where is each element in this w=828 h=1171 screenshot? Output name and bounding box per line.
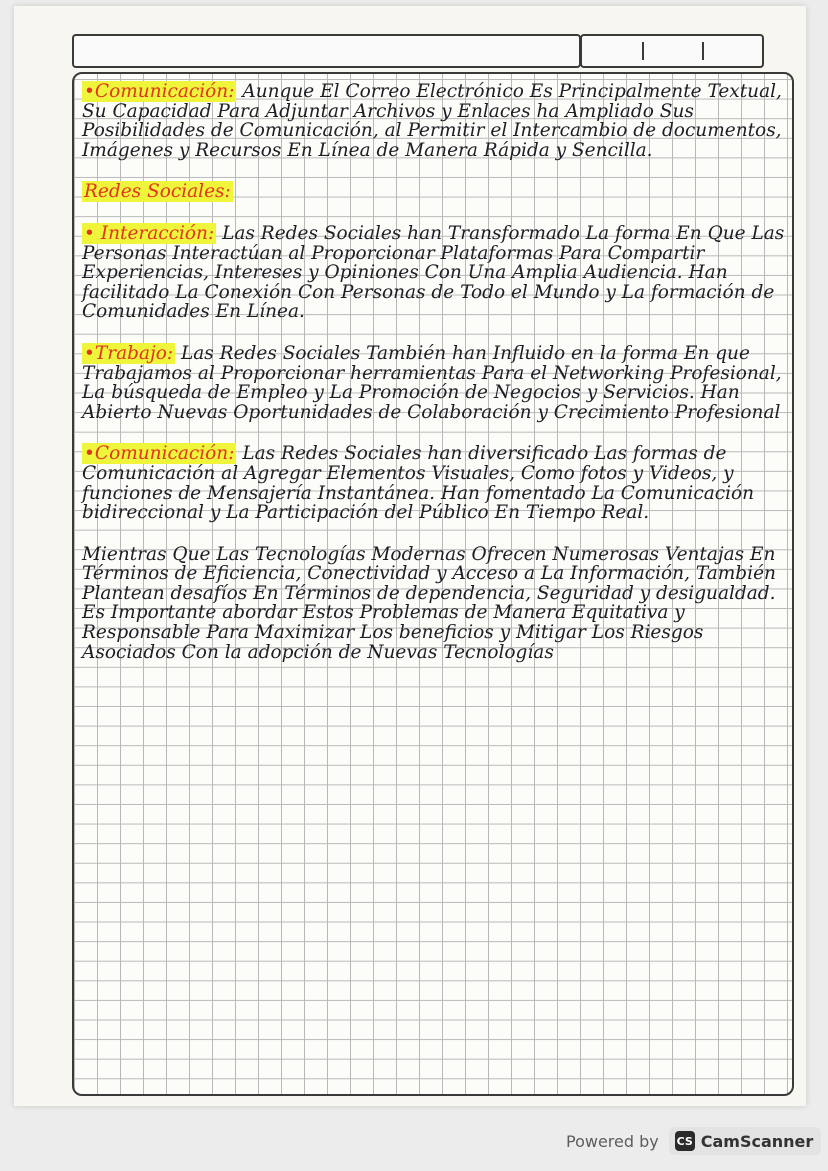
paragraph-conclusion: [82, 545, 786, 663]
section-heading-redes-sociales: [82, 182, 786, 202]
powered-by-label: Powered by: [566, 1131, 659, 1151]
handwritten-notes: [82, 82, 786, 684]
highlight-label: •Trabajo:: [84, 342, 174, 364]
highlight-label: • Interacción:: [84, 222, 215, 244]
header-tick: [702, 42, 704, 60]
grid-paper: [72, 72, 794, 1096]
camscanner-icon: CS: [675, 1131, 695, 1151]
paragraph-text: Las Redes Sociales También han Influido en la forma En que Trabajamos al Proporcionar herramientas Para el Networking Profesional, La búsqueda de Empleo y La Promoción de Negocios y Servicios. Han Abierto Nuevas Oportunidades de Colaboración y Crecimiento Profesional: [82, 342, 782, 423]
highlight-label: •Comunicación:: [84, 443, 235, 465]
header-tick: [642, 42, 644, 60]
paragraph-trabajo: [82, 344, 786, 422]
paragraph-text: Las Redes Sociales han Transformado La forma En Que Las Personas Interactúan al Proporcionar Plataformas Para Compartir Experiencias, Intereses y Opiniones Con Una Amplia Audiencia. Han facilitado La Conexión Con Personas de Todo el Mundo y La formación de Comunidades En Línea.: [82, 222, 785, 323]
camscanner-badge: [669, 1127, 822, 1155]
header-box-right: [580, 34, 764, 68]
header-box-left: [72, 34, 581, 68]
camscanner-watermark: [566, 1124, 821, 1158]
paragraph-social-communication: [82, 444, 786, 522]
notebook-page: [14, 6, 806, 1106]
camscanner-brand-name: CamScanner: [700, 1131, 814, 1151]
highlight-label: Redes Sociales:: [84, 181, 231, 203]
paragraph-interaccion: [82, 224, 786, 322]
paragraph-email-communication: [82, 82, 786, 160]
paragraph-text: Las Redes Sociales han diversificado Las formas de Comunicación al Agregar Elementos Visuales, Como fotos y Videos, y funciones de Mensajería Instantánea. Han fomentado La Comunicación bidireccional y La Participación del Público En Tiempo Real.: [82, 443, 755, 524]
paragraph-text: Aunque El Correo Electrónico Es Principalmente Textual, Su Capacidad Para Adjuntar Archivos y Enlaces ha Ampliado Sus Posibilidades de Comunicación, al Permitir el Intercambio de documentos, Imágenes y Recursos En Línea de Manera Rápida y Sencilla.: [82, 81, 782, 161]
paragraph-text: Mientras Que Las Tecnologías Modernas Ofrecen Numerosas Ventajas En Términos de Eficiencia, Conectividad y Acceso a La Información, También Plantean desafíos En Términos de dependencia, Seguridad y desigualdad. Es Importante abordar Estos Problemas de Manera Equitativa y Responsable Para Maximizar Los beneficios y Mitigar Los Riesgos Asociados Con la adopción de Nuevas Tecnologías: [82, 543, 776, 663]
highlight-label: •Comunicación:: [84, 81, 235, 102]
